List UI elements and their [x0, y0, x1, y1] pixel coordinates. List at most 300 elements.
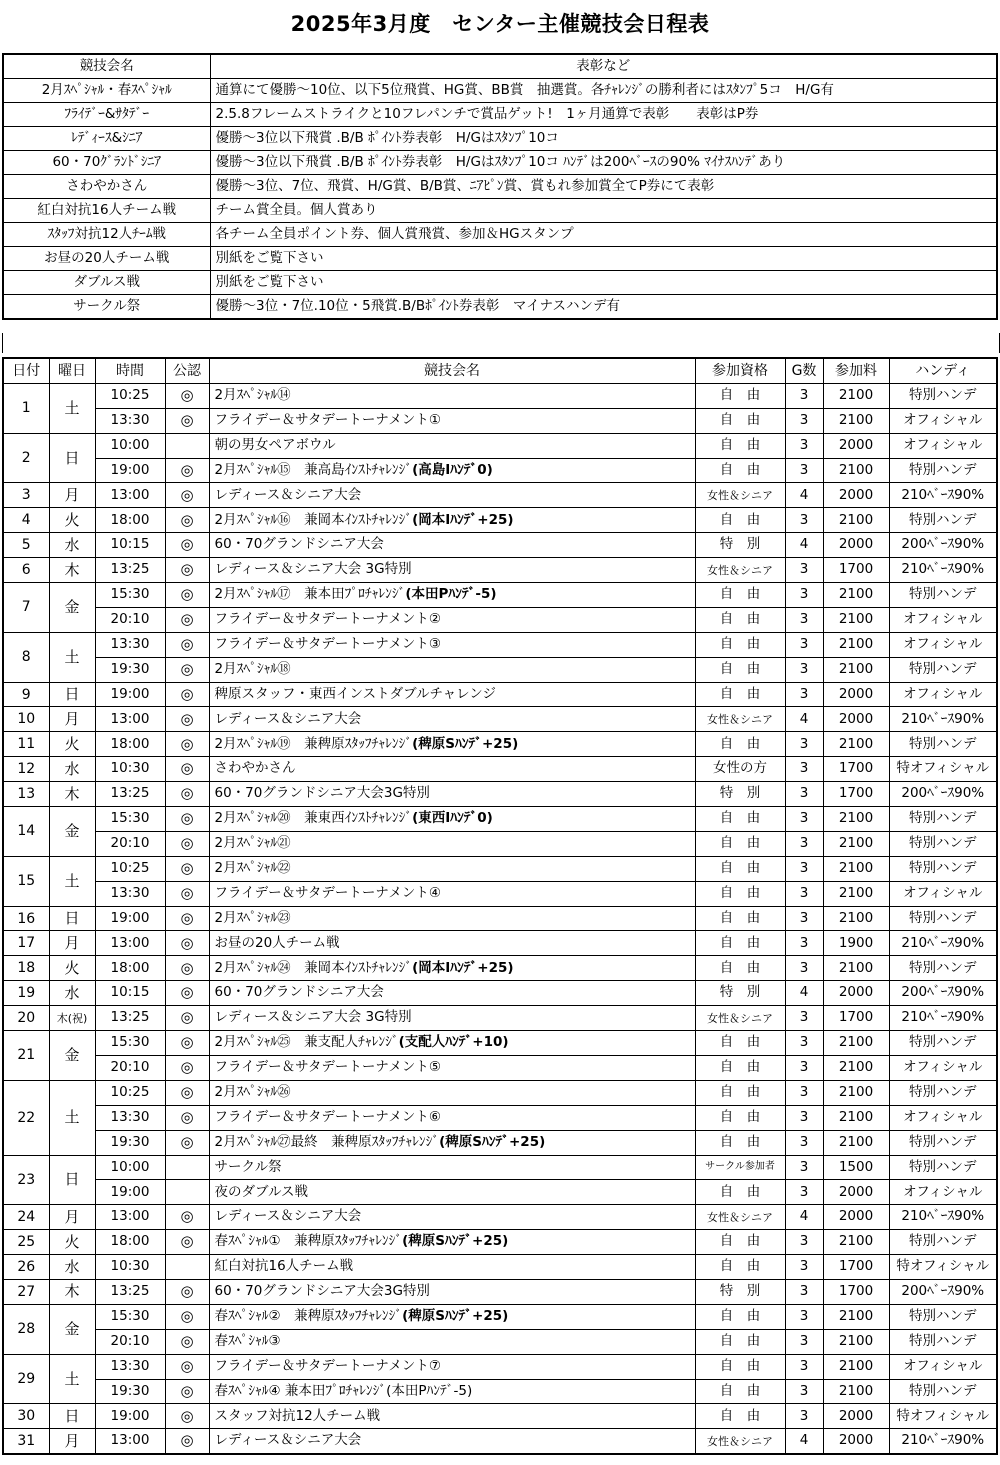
event-name-text: サークル祭	[214, 1158, 282, 1175]
entry-fee-cell: 2100	[823, 1329, 889, 1354]
entry-fee-cell: 1700	[823, 1255, 889, 1280]
date-cell: 15	[3, 856, 49, 906]
eligibility-cell: 自 由	[695, 583, 785, 608]
game-count-cell: 3	[785, 1130, 823, 1155]
weekday-cell: 水	[49, 1255, 95, 1280]
event-name-cell	[209, 408, 695, 433]
certified-cell	[165, 1404, 209, 1429]
handicap-cell: 特別ハンデ	[889, 906, 997, 931]
award-detail-cell: 優勝～3位、7位、飛賞、H/G賞、B/B賞、ﾆｱﾋﾟﾝ賞、賞もれ参加賞全てP券にて表彰	[210, 175, 997, 199]
date-cell: 16	[3, 906, 49, 931]
date-cell: 4	[3, 508, 49, 533]
weekday-cell: 土	[49, 1354, 95, 1404]
certified-cell	[165, 1429, 209, 1454]
certified-mark-icon: ◎	[180, 908, 194, 927]
event-name-text: フライデー＆サタデートーナメント⑦	[214, 1357, 441, 1374]
weekday-cell: 火	[49, 1230, 95, 1255]
event-name-text: フライデー＆サタデートーナメント④	[214, 884, 441, 901]
event-name-cell	[209, 1180, 695, 1205]
column-header: 表彰など	[210, 54, 997, 79]
certified-mark-icon: ◎	[180, 659, 194, 678]
certified-cell	[165, 807, 209, 832]
table-row	[3, 295, 997, 320]
certified-mark-icon: ◎	[180, 933, 194, 952]
game-count-cell: 3	[785, 1031, 823, 1056]
game-count-cell: 3	[785, 632, 823, 657]
event-name-cell	[209, 1255, 695, 1280]
table-row	[3, 223, 997, 247]
table-row	[3, 1205, 997, 1230]
event-name-cell	[209, 1354, 695, 1379]
eligibility-cell: 女性の方	[695, 757, 785, 782]
event-name-cell	[209, 807, 695, 832]
date-cell: 6	[3, 558, 49, 583]
certified-mark-icon: ◎	[180, 983, 194, 1002]
certified-mark-icon: ◎	[180, 1207, 194, 1226]
column-header: 公認	[165, 358, 209, 383]
event-name-cell	[209, 1279, 695, 1304]
table-row	[3, 558, 997, 583]
entry-fee-cell: 2100	[823, 956, 889, 981]
date-cell: 22	[3, 1080, 49, 1155]
entry-fee-cell: 2100	[823, 1354, 889, 1379]
event-name-cell	[209, 956, 695, 981]
event-name-text: 2月ｽﾍﾟｼｬﾙ⑭	[214, 387, 291, 404]
game-count-cell: 3	[785, 607, 823, 632]
handicap-cell: 特別ハンデ	[889, 807, 997, 832]
award-detail-cell: 2.5.8フレームストライクと10フレパンチで賞品ゲット! 1ヶ月通算で表彰 表彰はP券	[210, 103, 997, 127]
eligibility-cell: 自 由	[695, 881, 785, 906]
certified-cell	[165, 682, 209, 707]
event-name-text: レディース＆シニア大会 3G特別	[214, 561, 412, 578]
date-cell: 5	[3, 533, 49, 558]
entry-fee-cell: 2100	[823, 1230, 889, 1255]
certified-mark-icon: ◎	[180, 883, 194, 902]
event-name-text: 2月ｽﾍﾟｼｬﾙ⑰ 兼本田ﾌﾟﾛﾁｬﾚﾝｼﾞ	[214, 586, 406, 603]
handicap-note: (稗原Sﾊﾝﾃﾞ+25)	[439, 1133, 546, 1150]
event-name-cell	[209, 856, 695, 881]
date-cell: 24	[3, 1205, 49, 1230]
certified-mark-icon: ◎	[180, 1431, 194, 1450]
weekday-cell: 日	[49, 682, 95, 707]
column-header: 曜日	[49, 358, 95, 383]
eligibility-cell: 自 由	[695, 1304, 785, 1329]
game-count-cell: 4	[785, 707, 823, 732]
table-row	[3, 247, 997, 271]
certified-cell	[165, 1205, 209, 1230]
date-cell: 17	[3, 931, 49, 956]
certified-cell	[165, 856, 209, 881]
eligibility-cell: 自 由	[695, 1329, 785, 1354]
weekday-cell: 日	[49, 906, 95, 931]
column-header: 参加資格	[695, 358, 785, 383]
eligibility-cell: 女性＆シニア	[695, 1429, 785, 1454]
game-count-cell: 4	[785, 533, 823, 558]
table-row	[3, 79, 997, 103]
event-name-cell	[209, 906, 695, 931]
time-cell: 10:30	[95, 757, 165, 782]
event-name-text: 春ｽﾍﾟｼｬﾙ② 兼稗原ｽﾀｯﾌﾁｬﾚﾝｼﾞ	[214, 1308, 403, 1325]
game-count-cell: 3	[785, 1404, 823, 1429]
time-cell: 15:30	[95, 1304, 165, 1329]
table-row	[3, 103, 997, 127]
event-name-cell: 紅白対抗16人チーム戦	[3, 199, 210, 223]
table-row	[3, 632, 997, 657]
table-row	[3, 1155, 997, 1180]
event-name-text: 春ｽﾍﾟｼｬﾙ④ 兼本田ﾌﾟﾛﾁｬﾚﾝｼﾞ(本田Pﾊﾝﾃﾞ-5)	[214, 1382, 473, 1399]
eligibility-cell: 特 別	[695, 1279, 785, 1304]
eligibility-cell: 女性＆シニア	[695, 483, 785, 508]
weekday-cell: 土	[49, 383, 95, 433]
certified-cell	[165, 1255, 209, 1280]
certified-cell	[165, 1180, 209, 1205]
event-name-cell	[209, 782, 695, 807]
certified-cell	[165, 657, 209, 682]
time-cell: 18:00	[95, 956, 165, 981]
handicap-cell: 特別ハンデ	[889, 856, 997, 881]
event-name-cell	[209, 1205, 695, 1230]
handicap-cell: 200ﾍﾞｰｽ90%	[889, 782, 997, 807]
event-name-cell	[209, 1006, 695, 1031]
certified-cell	[165, 607, 209, 632]
eligibility-cell: 自 由	[695, 1404, 785, 1429]
weekday-cell: 火	[49, 508, 95, 533]
game-count-cell: 3	[785, 1304, 823, 1329]
eligibility-cell: 自 由	[695, 732, 785, 757]
time-cell: 19:30	[95, 1130, 165, 1155]
time-cell: 18:00	[95, 508, 165, 533]
eligibility-cell: 自 由	[695, 856, 785, 881]
event-name-cell	[209, 1055, 695, 1080]
game-count-cell: 3	[785, 782, 823, 807]
certified-mark-icon: ◎	[180, 610, 194, 629]
table-row	[3, 906, 997, 931]
certified-cell	[165, 632, 209, 657]
handicap-cell: 特別ハンデ	[889, 831, 997, 856]
certified-mark-icon: ◎	[180, 859, 194, 877]
entry-fee-cell: 2000	[823, 682, 889, 707]
date-cell: 30	[3, 1404, 49, 1429]
time-cell: 10:15	[95, 533, 165, 558]
table-row	[3, 1304, 997, 1329]
event-name-text: フライデー＆サタデートーナメント③	[214, 635, 441, 652]
game-count-cell: 3	[785, 1354, 823, 1379]
event-name-text: 2月ｽﾍﾟｼｬﾙ㉓	[214, 909, 291, 926]
date-cell: 29	[3, 1354, 49, 1404]
table-row	[3, 433, 997, 458]
event-name-cell: 60・70ｸﾞﾗﾝﾄﾞｼﾆｱ	[3, 151, 210, 175]
weekday-cell: 水	[49, 533, 95, 558]
event-name-text: 2月ｽﾍﾟｼｬﾙ⑲ 兼稗原ｽﾀｯﾌﾁｬﾚﾝｼﾞ	[214, 735, 413, 752]
column-header: 参加料	[823, 358, 889, 383]
game-count-cell: 3	[785, 1105, 823, 1130]
event-name-text: レディース＆シニア大会	[214, 486, 362, 503]
time-cell: 13:30	[95, 1354, 165, 1379]
event-name-cell	[209, 1080, 695, 1105]
certified-cell	[165, 732, 209, 757]
date-cell: 25	[3, 1230, 49, 1255]
game-count-cell: 3	[785, 1279, 823, 1304]
time-cell: 13:25	[95, 782, 165, 807]
table-row	[3, 732, 997, 757]
event-name-cell	[209, 433, 695, 458]
certified-cell	[165, 483, 209, 508]
time-cell: 10:15	[95, 981, 165, 1006]
time-cell: 13:25	[95, 1279, 165, 1304]
event-name-cell	[209, 657, 695, 682]
entry-fee-cell: 2000	[823, 981, 889, 1006]
game-count-cell: 3	[785, 757, 823, 782]
eligibility-cell: 女性＆シニア	[695, 558, 785, 583]
certified-mark-icon: ◎	[180, 1083, 194, 1102]
event-name-cell	[209, 1031, 695, 1056]
certified-cell	[165, 1279, 209, 1304]
game-count-cell: 3	[785, 1379, 823, 1404]
time-cell: 10:00	[95, 1155, 165, 1180]
weekday-cell: 月	[49, 1429, 95, 1454]
time-cell: 13:30	[95, 1105, 165, 1130]
date-cell: 26	[3, 1255, 49, 1280]
eligibility-cell: 自 由	[695, 1130, 785, 1155]
handicap-cell: 200ﾍﾞｰｽ90%	[889, 981, 997, 1006]
entry-fee-cell: 2000	[823, 533, 889, 558]
certified-cell	[165, 1155, 209, 1180]
weekday-cell: 金	[49, 1031, 95, 1081]
event-name-text: レディース＆シニア大会	[214, 710, 362, 727]
time-cell: 15:30	[95, 807, 165, 832]
handicap-cell: オフィシャル	[889, 1105, 997, 1130]
game-count-cell: 3	[785, 558, 823, 583]
event-name-cell	[209, 881, 695, 906]
table-row	[3, 1080, 997, 1105]
event-name-cell	[209, 458, 695, 483]
table-row	[3, 1180, 997, 1205]
entry-fee-cell: 2100	[823, 1304, 889, 1329]
event-name-text: 60・70グランドシニア大会3G特別	[214, 1283, 430, 1300]
event-name-text: 2月ｽﾍﾟｼｬﾙ㉗最終 兼稗原ｽﾀｯﾌﾁｬﾚﾝｼﾞ	[214, 1133, 440, 1150]
event-name-text: さわやかさん	[214, 760, 296, 777]
handicap-cell: 特別ハンデ	[889, 657, 997, 682]
time-cell: 15:30	[95, 583, 165, 608]
game-count-cell: 3	[785, 682, 823, 707]
certified-mark-icon: ◎	[180, 1107, 194, 1126]
handicap-cell: オフィシャル	[889, 1055, 997, 1080]
event-name-cell	[209, 483, 695, 508]
event-name-text: スタッフ対抗12人チーム戦	[214, 1407, 381, 1424]
award-detail-cell: 各チーム全員ポイント券、個人賞飛賞、参加＆HGスタンプ	[210, 223, 997, 247]
entry-fee-cell: 2100	[823, 408, 889, 433]
weekday-cell: 日	[49, 1155, 95, 1205]
table-row	[3, 408, 997, 433]
entry-fee-cell: 2100	[823, 607, 889, 632]
certified-mark-icon: ◎	[180, 410, 194, 429]
table-row	[3, 881, 997, 906]
certified-mark-icon: ◎	[180, 958, 194, 977]
eligibility-cell: 特 別	[695, 981, 785, 1006]
table-row	[3, 1255, 997, 1280]
time-cell: 20:10	[95, 607, 165, 632]
certified-cell	[165, 1105, 209, 1130]
event-name-text: フライデー＆サタデートーナメント②	[214, 611, 441, 628]
date-cell: 11	[3, 732, 49, 757]
handicap-cell: オフィシャル	[889, 433, 997, 458]
time-cell: 13:25	[95, 558, 165, 583]
entry-fee-cell: 2000	[823, 483, 889, 508]
table-row	[3, 1329, 997, 1354]
eligibility-cell: 自 由	[695, 807, 785, 832]
event-name-text: 春ｽﾍﾟｼｬﾙ③	[214, 1332, 281, 1349]
handicap-note: (支配人ﾊﾝﾃﾞ+10)	[398, 1034, 509, 1051]
time-cell: 20:10	[95, 1329, 165, 1354]
handicap-note: (稗原Sﾊﾝﾃﾞ+25)	[402, 1308, 509, 1325]
handicap-cell: 特別ハンデ	[889, 1155, 997, 1180]
handicap-cell: 特別ハンデ	[889, 732, 997, 757]
event-name-cell	[209, 558, 695, 583]
date-cell: 28	[3, 1304, 49, 1354]
game-count-cell: 3	[785, 1329, 823, 1354]
table-row	[3, 271, 997, 295]
page-title: 2025年3月度 センター主催競技会日程表	[290, 12, 710, 36]
date-cell: 9	[3, 682, 49, 707]
event-name-text: 2月ｽﾍﾟｼｬﾙ㉖	[214, 1084, 291, 1101]
table-row	[3, 856, 997, 881]
time-cell: 13:25	[95, 1006, 165, 1031]
handicap-cell: 210ﾍﾞｰｽ90%	[889, 1006, 997, 1031]
event-name-cell	[209, 1230, 695, 1255]
time-cell: 13:00	[95, 1205, 165, 1230]
game-count-cell: 3	[785, 458, 823, 483]
entry-fee-cell: 1700	[823, 1006, 889, 1031]
table-row	[3, 458, 997, 483]
table-row	[3, 1055, 997, 1080]
certified-mark-icon: ◎	[180, 1282, 194, 1301]
weekday-cell: 月	[49, 931, 95, 956]
certified-mark-icon: ◎	[180, 634, 194, 653]
time-cell: 20:10	[95, 1055, 165, 1080]
entry-fee-cell: 2100	[823, 383, 889, 408]
handicap-cell: オフィシャル	[889, 682, 997, 707]
weekday-cell: 木	[49, 558, 95, 583]
certified-cell	[165, 508, 209, 533]
game-count-cell: 3	[785, 831, 823, 856]
table-row	[3, 931, 997, 956]
date-cell: 31	[3, 1429, 49, 1454]
entry-fee-cell: 2100	[823, 831, 889, 856]
time-cell: 19:30	[95, 657, 165, 682]
date-cell: 14	[3, 807, 49, 857]
certified-mark-icon: ◎	[180, 1232, 194, 1251]
event-name-text: 紅白対抗16人チーム戦	[214, 1258, 354, 1275]
certified-mark-icon: ◎	[180, 809, 194, 828]
certified-cell	[165, 408, 209, 433]
time-cell: 18:00	[95, 732, 165, 757]
table-row	[3, 1230, 997, 1255]
eligibility-cell: 自 由	[695, 1055, 785, 1080]
date-cell: 8	[3, 632, 49, 682]
date-cell: 20	[3, 1006, 49, 1031]
time-cell: 13:30	[95, 408, 165, 433]
game-count-cell: 4	[785, 981, 823, 1006]
handicap-cell: 200ﾍﾞｰｽ90%	[889, 1279, 997, 1304]
event-name-cell	[209, 1404, 695, 1429]
date-cell: 19	[3, 981, 49, 1006]
entry-fee-cell: 2100	[823, 508, 889, 533]
game-count-cell: 3	[785, 433, 823, 458]
event-name-text: フライデー＆サタデートーナメント⑥	[214, 1108, 441, 1125]
table-row	[3, 657, 997, 682]
time-cell: 20:10	[95, 831, 165, 856]
table-row	[3, 199, 997, 223]
weekday-cell: 木	[49, 1279, 95, 1304]
certified-cell	[165, 1354, 209, 1379]
event-name-cell: ｽﾀｯﾌ対抗12人ﾁｰﾑ戦	[3, 223, 210, 247]
handicap-cell: オフィシャル	[889, 1354, 997, 1379]
event-name-text: フライデー＆サタデートーナメント⑤	[214, 1059, 441, 1076]
event-name-text: 2月ｽﾍﾟｼｬﾙ㉒	[214, 860, 291, 876]
certified-cell	[165, 1006, 209, 1031]
handicap-cell: 特別ハンデ	[889, 1031, 997, 1056]
event-name-cell	[209, 1105, 695, 1130]
event-name-text: 2月ｽﾍﾟｼｬﾙ⑳ 兼東西ｲﾝｽﾄﾁｬﾚﾝｼﾞ	[214, 810, 413, 827]
date-cell: 13	[3, 782, 49, 807]
game-count-cell: 3	[785, 1230, 823, 1255]
event-name-cell: ﾌﾗｲﾃﾞｰ&ｻﾀﾃﾞｰ	[3, 103, 210, 127]
event-name-cell	[209, 1130, 695, 1155]
certified-cell	[165, 1329, 209, 1354]
certified-mark-icon: ◎	[180, 684, 194, 703]
eligibility-cell: 特 別	[695, 782, 785, 807]
handicap-cell: 特別ハンデ	[889, 383, 997, 408]
handicap-note: (高島Iﾊﾝﾃﾞ0)	[412, 461, 493, 478]
eligibility-cell: 自 由	[695, 607, 785, 632]
eligibility-cell: 自 由	[695, 1180, 785, 1205]
handicap-note: (岡本Iﾊﾝﾃﾞ+25)	[412, 959, 514, 976]
event-name-text: 2月ｽﾍﾟｼｬﾙ㉔ 兼岡本ｲﾝｽﾄﾁｬﾚﾝｼﾞ	[214, 959, 413, 976]
table-row	[3, 175, 997, 199]
eligibility-cell: 自 由	[695, 1105, 785, 1130]
handicap-cell: 特オフィシャル	[889, 1404, 997, 1429]
entry-fee-cell: 2000	[823, 1404, 889, 1429]
certified-cell	[165, 1304, 209, 1329]
certified-cell	[165, 1230, 209, 1255]
entry-fee-cell: 2100	[823, 856, 889, 881]
event-name-cell: お昼の20人チーム戦	[3, 247, 210, 271]
date-cell: 3	[3, 483, 49, 508]
handicap-note: (岡本Iﾊﾝﾃﾞ+25)	[412, 511, 514, 528]
entry-fee-cell: 1900	[823, 931, 889, 956]
time-cell: 19:30	[95, 1379, 165, 1404]
weekday-cell: 日	[49, 433, 95, 483]
event-name-cell	[209, 607, 695, 632]
event-name-cell	[209, 1155, 695, 1180]
table-row	[3, 508, 997, 533]
handicap-cell: 特別ハンデ	[889, 1230, 997, 1255]
entry-fee-cell: 1700	[823, 782, 889, 807]
game-count-cell: 3	[785, 1080, 823, 1105]
game-count-cell: 4	[785, 1205, 823, 1230]
time-cell: 19:00	[95, 458, 165, 483]
certified-cell	[165, 931, 209, 956]
handicap-cell: オフィシャル	[889, 632, 997, 657]
schedule-table	[2, 357, 998, 1455]
certified-mark-icon: ◎	[180, 1033, 194, 1052]
event-name-cell: ダブルス戦	[3, 271, 210, 295]
time-cell: 19:00	[95, 1180, 165, 1205]
time-cell: 10:30	[95, 1255, 165, 1280]
certified-cell	[165, 1130, 209, 1155]
event-name-text: 60・70グランドシニア大会	[214, 536, 384, 553]
handicap-cell: 210ﾍﾞｰｽ90%	[889, 483, 997, 508]
